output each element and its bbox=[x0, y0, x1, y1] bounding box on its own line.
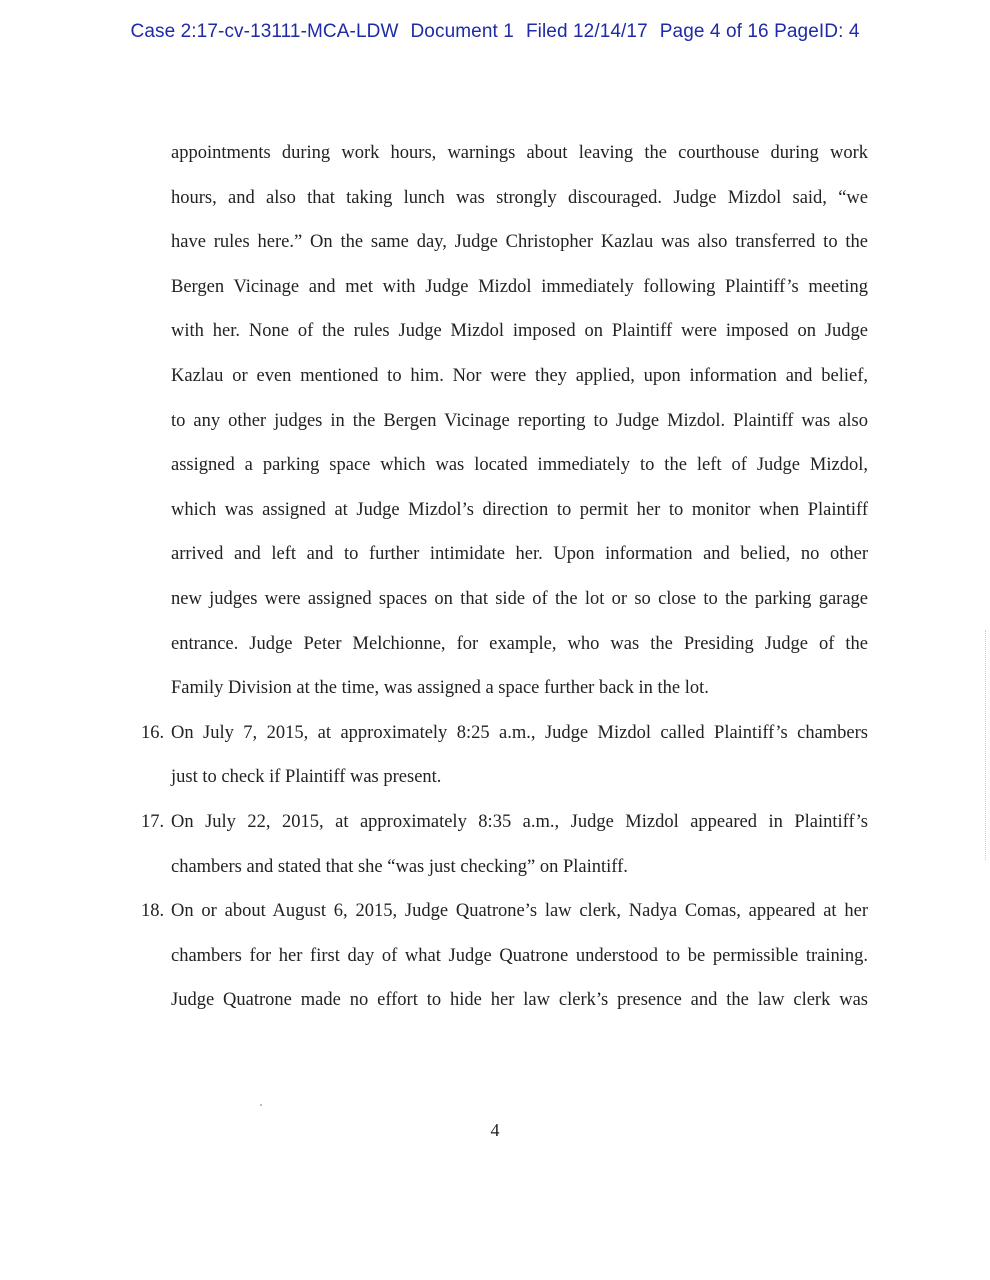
case-number: Case 2:17-cv-13111-MCA-LDW bbox=[130, 21, 399, 42]
text-line: entrance. Judge Peter Melchionne, for example, who was the Presiding Judge of the bbox=[171, 633, 868, 654]
text-line: On July 7, 2015, at approximately 8:25 a.m., Judge Mizdol called Plaintiff’s chambers bbox=[171, 722, 868, 743]
document-body bbox=[141, 139, 868, 1031]
text-line: Family Division at the time, was assigned a space further back in the lot. bbox=[171, 678, 709, 699]
text-line: hours, and also that taking lunch was strongly discouraged. Judge Mizdol said, “we bbox=[171, 187, 868, 208]
text-line: assigned a parking space which was located immediately to the left of Judge Mizdol, bbox=[171, 455, 868, 476]
paragraph-number: 18. bbox=[141, 901, 165, 922]
paragraph-number: 17. bbox=[141, 811, 165, 832]
paragraph-16 bbox=[141, 719, 868, 808]
text-line: Judge Quatrone made no effort to hide her law clerk’s presence and the law clerk was bbox=[171, 990, 868, 1011]
text-line: have rules here.” On the same day, Judge Christopher Kazlau was also transferred to the bbox=[171, 232, 868, 253]
text-line: appointments during work hours, warnings about leaving the courthouse during work bbox=[171, 143, 868, 163]
scan-artifact bbox=[984, 630, 986, 860]
text-line: which was assigned at Judge Mizdol’s direction to permit her to monitor when Plaintiff bbox=[171, 499, 868, 520]
text-line: On or about August 6, 2015, Judge Quatrone’s law clerk, Nadya Comas, appeared at her bbox=[171, 901, 868, 922]
filed-date: Filed 12/14/17 bbox=[525, 21, 648, 42]
text-line: Bergen Vicinage and met with Judge Mizdol immediately following Plaintiff’s meeting bbox=[171, 276, 868, 297]
paragraph-number: 16. bbox=[141, 722, 165, 743]
text-line: Kazlau or even mentioned to him. Nor were they applied, upon information and belief, bbox=[171, 365, 868, 386]
paragraph-17 bbox=[141, 808, 868, 897]
continuation-paragraph bbox=[171, 139, 868, 719]
paragraph-18 bbox=[141, 897, 868, 1031]
text-line: chambers and stated that she “was just checking” on Plaintiff. bbox=[171, 856, 628, 877]
ecf-header bbox=[0, 21, 990, 43]
text-line: chambers for her first day of what Judge Quatrone understood to be permissible training. bbox=[171, 945, 868, 966]
page-info: Page 4 of 16 PageID: 4 bbox=[659, 21, 860, 42]
text-line: On July 22, 2015, at approximately 8:35 a.m., Judge Mizdol appeared in Plaintiff’s bbox=[171, 811, 868, 832]
text-line: just to check if Plaintiff was present. bbox=[171, 767, 442, 788]
text-line: to any other judges in the Bergen Vicinage reporting to Judge Mizdol. Plaintiff was also bbox=[171, 410, 868, 431]
scan-artifact bbox=[260, 1104, 262, 1106]
text-line: arrived and left and to further intimidate her. Upon information and belied, no other bbox=[171, 544, 868, 565]
page-number: 4 bbox=[490, 1120, 500, 1140]
text-line: new judges were assigned spaces on that side of the lot or so close to the parking garage bbox=[171, 588, 868, 609]
text-line: with her. None of the rules Judge Mizdol imposed on Plaintiff were imposed on Judge bbox=[171, 321, 868, 342]
document-number: Document 1 bbox=[410, 21, 514, 42]
